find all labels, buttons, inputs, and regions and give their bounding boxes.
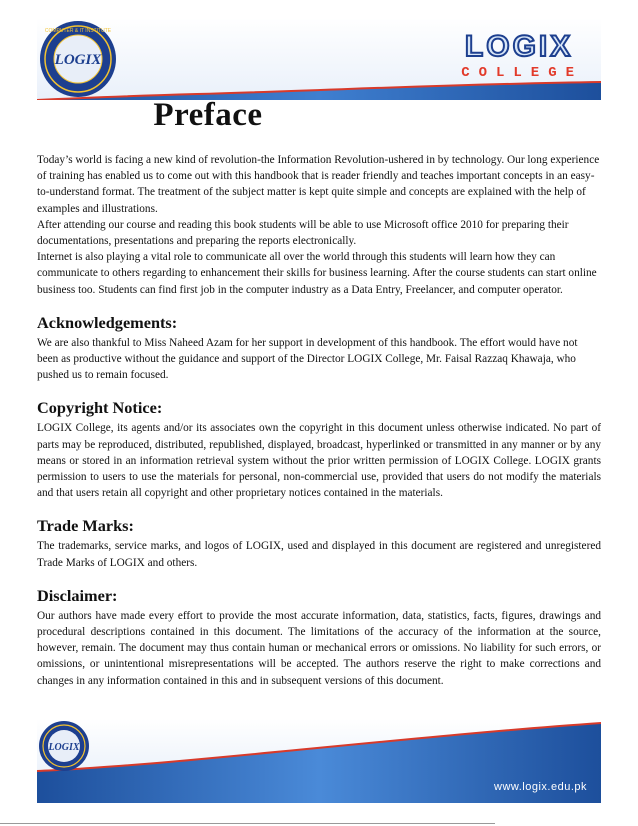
acknowledgements-section — [37, 313, 601, 384]
acknowledgements-text: We are also thankful to Miss Naheed Azam for her support in development of this handbook. The effort would have not been as productive without the guidance and support of the Director LOGIX College, Mr. Faisal Razzaq Khawaja, who pushed us to remain focused. — [37, 336, 578, 382]
preface-paragraph: After attending our course and reading this book students will be able to use Microsoft office 2010 for preparing their documentations, presentations and preparing the reports electronically. — [37, 218, 569, 248]
preface-paragraph: Internet is also playing a vital role to communicate all over the world through this students will learn how they can communicate to others regarding to enhancement their skills for business learning. After the course students can start online business too. Students can find first job in the computer industry as a Data Entry, Freelancer, and computer operator. — [37, 251, 597, 296]
trademarks-heading: Trade Marks: — [37, 516, 134, 536]
copyright-heading: Copyright Notice: — [37, 398, 163, 418]
trademarks-section — [37, 516, 601, 570]
header-banner — [37, 18, 601, 100]
svg-text:LOGIX: LOGIX — [54, 52, 102, 68]
brand-name: LOGIX — [464, 30, 574, 63]
footer-seal-logo — [37, 719, 91, 773]
footer-banner — [37, 719, 601, 803]
brand-subtitle: COLLEGE — [461, 65, 583, 81]
copyright-section — [37, 398, 601, 501]
disclaimer-section — [37, 586, 601, 689]
footer-seal-text: LOGIX — [48, 742, 80, 753]
seal-ring-text: COMPUTER & IT INSTITUTE — [44, 28, 112, 34]
trademarks-text: The trademarks, service marks, and logos of LOGIX, used and displayed in this document are registered and unregistered Trade Marks of LOGIX and others. — [37, 540, 601, 569]
acknowledgements-heading: Acknowledgements: — [37, 312, 178, 332]
preface-section — [37, 152, 601, 298]
disclaimer-heading: Disclaimer: — [37, 585, 118, 605]
copyright-text: LOGIX College, its agents and/or its associates own the copyright in this document unless otherwise indicated. No part of parts may be reproduced, distributed, republished, displayed, broadcast, hyperlinked or transmitted in any manner or by any means or stored in an information retrieval system without the prior written permission of LOGIX College. LOGIX grants permission to users to use the materials for personal, non-commercial use, provided that users do not modify the materials and that users retain all copyright and other proprietary notices contained in the materials. — [37, 422, 601, 500]
brand-logo — [455, 30, 583, 82]
logix-seal-logo — [37, 18, 119, 100]
document-body — [37, 152, 601, 689]
website-url[interactable]: www.logix.edu.pk — [494, 781, 587, 793]
disclaimer-text: Our authors have made every effort to provide the most accurate information, data, statistics, facts, figures, drawings and procedural descriptions contained in this document. The limitations of the accuracy of the information at the source, however, remain. The document may thus contain human or mechanical errors or omissions. No liability for such errors, or omissions, or unintentional misrepresentations will be accepted. The authors reserve the right to make corrections and changes in any information contained in this and in subsequent versions of this document. — [37, 609, 601, 687]
bottom-divider — [0, 823, 495, 824]
page-title: Preface — [153, 97, 263, 133]
preface-paragraph: Today’s world is facing a new kind of revolution-the Information Revolution-ushered in by technology. Our long experience of training has enabled us to come out with this handbook that is reader friendly and teaches important concepts in an easy-to-understand format. The treatment of the subject matter is kept quite simple and concepts are explained with the help of examples and illustrations. — [37, 154, 600, 215]
